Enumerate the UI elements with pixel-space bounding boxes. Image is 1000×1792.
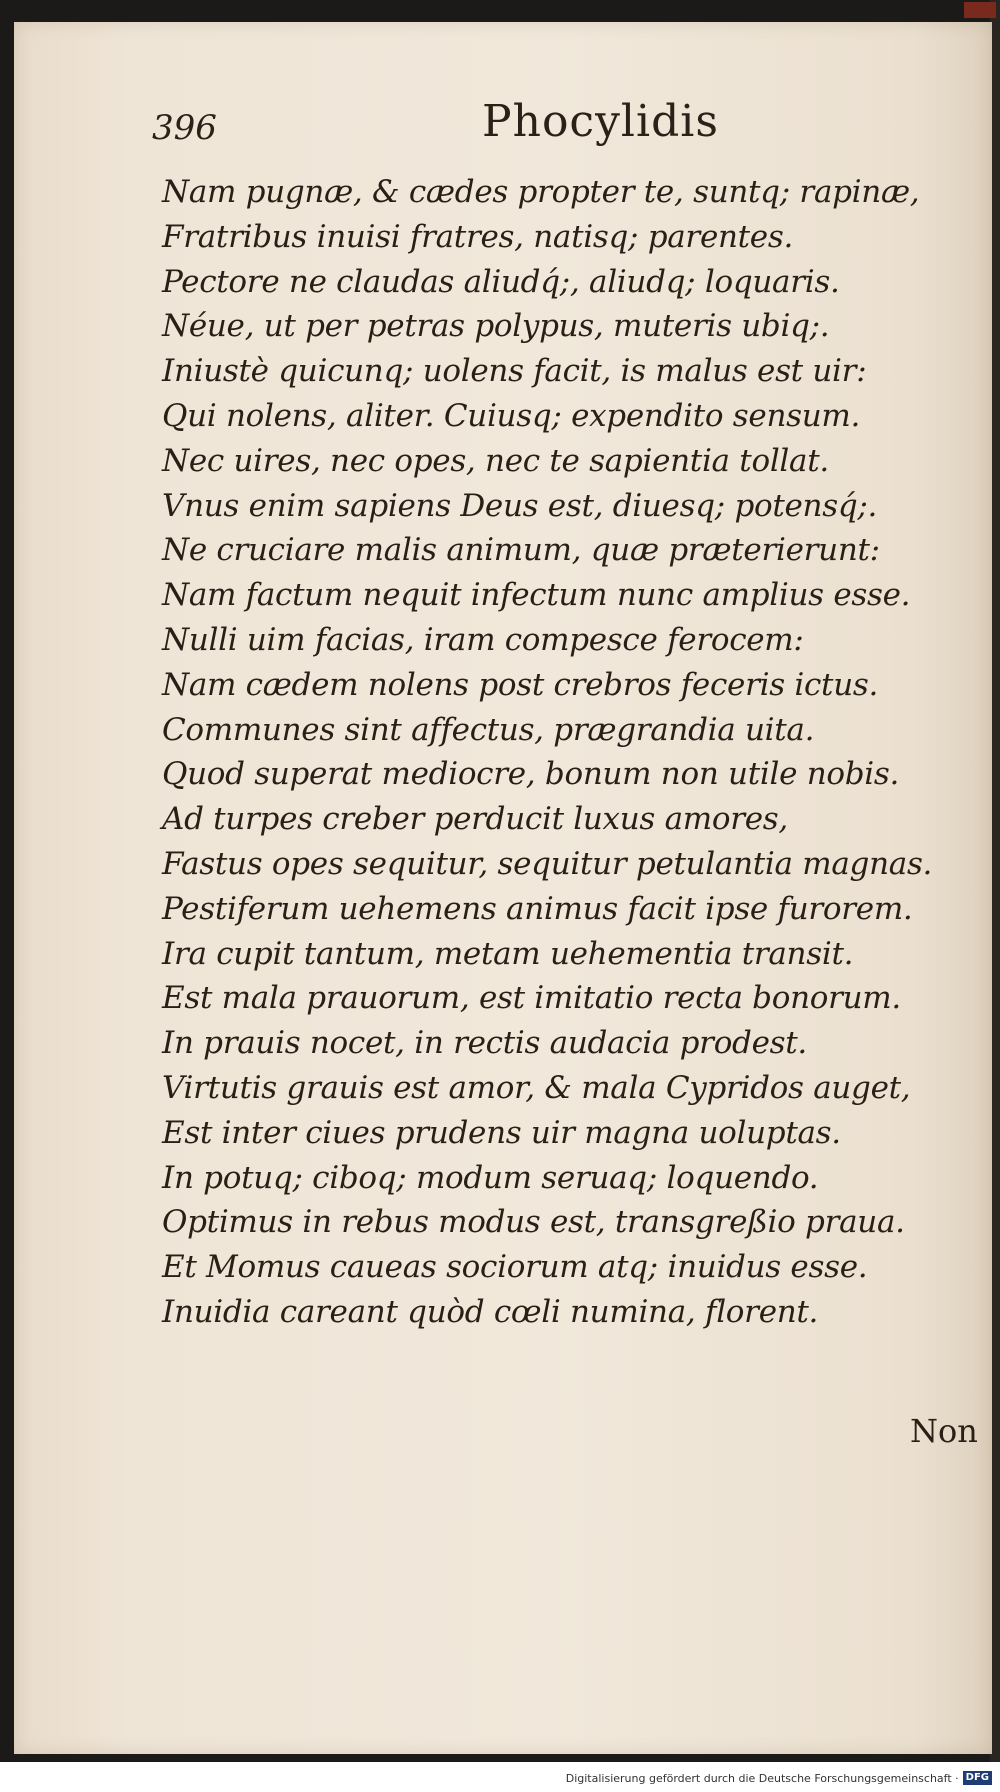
verse-line: Inuidia careant quòd cœli numina, florent.	[162, 1293, 819, 1330]
verse-line: Nam factum nequit infectum nunc amplius esse.	[162, 577, 911, 614]
verse-line: Qui nolens, aliter. Cuiusq; expendito sensum.	[162, 397, 861, 434]
verse-line: Virtutis grauis est amor, & mala Cypridos auget,	[162, 1069, 911, 1106]
verse-line: Ira cupit tantum, metam uehementia transit.	[162, 935, 854, 972]
verse-line: Est mala prauorum, est imitatio recta bonorum.	[162, 980, 901, 1017]
verse-line: Nam pugnæ, & cædes propter te, suntq; rapinæ,	[162, 174, 920, 210]
verse-line: In prauis nocet, in rectis audacia prodest.	[162, 1025, 807, 1062]
verse-line: Ne cruciare malis animum, quæ præterierunt:	[162, 532, 880, 569]
verse-line: Fastus opes sequitur, sequitur petulantia magnas.	[162, 845, 933, 882]
verse-line: Nec uires, nec opes, nec te sapientia tollat.	[162, 442, 829, 479]
catchword: Non	[910, 1412, 978, 1450]
verse-text-block	[162, 170, 933, 1335]
verse-line: Ad turpes creber perducit luxus amores,	[162, 801, 788, 838]
color-reference-mark	[964, 2, 996, 18]
verse-line: Communes sint affectus, prægrandia uita.	[162, 711, 815, 748]
verse-line: Fratribus inuisi fratres, natisq; parentes.	[162, 218, 794, 255]
verse-line: In potuq; ciboq; modum seruaq; loquendo.	[162, 1159, 819, 1196]
verse-line: Néue, ut per petras polypus, muteris ubiq;.	[162, 308, 830, 345]
verse-line: Vnus enim sapiens Deus est, diuesq; potensq́;.	[162, 487, 878, 524]
verse-line: Quod superat mediocre, bonum non utile nobis.	[162, 756, 900, 793]
running-head	[152, 96, 872, 156]
verse-line: Optimus in rebus modus est, transgreßio praua.	[162, 1204, 905, 1241]
digitization-footer	[566, 1768, 992, 1788]
running-head-title: Phocylidis	[482, 96, 719, 147]
verse-line: Pestiferum uehemens animus facit ipse furorem.	[162, 890, 913, 927]
footer-credit-text: Digitalisierung gefördert durch die Deutsche Forschungsgemeinschaft ·	[565, 1771, 959, 1785]
verse-line: Et Momus caueas sociorum atq; inuidus esse.	[162, 1249, 868, 1286]
verse-line: Nulli uim facias, iram compesce ferocem:	[162, 621, 804, 658]
verse-line: Nam cædem nolens post crebros feceris ictus.	[162, 666, 879, 703]
verse-line: Iniustè quicunq; uolens facit, is malus est uir:	[162, 353, 867, 390]
dfg-logo: DFG	[963, 1771, 992, 1785]
verse-line: Est inter ciues prudens uir magna uoluptas.	[162, 1114, 841, 1151]
verse-line: Pectore ne claudas aliudq́;, aliudq; loquaris.	[162, 263, 840, 300]
page-number: 396	[152, 108, 217, 148]
